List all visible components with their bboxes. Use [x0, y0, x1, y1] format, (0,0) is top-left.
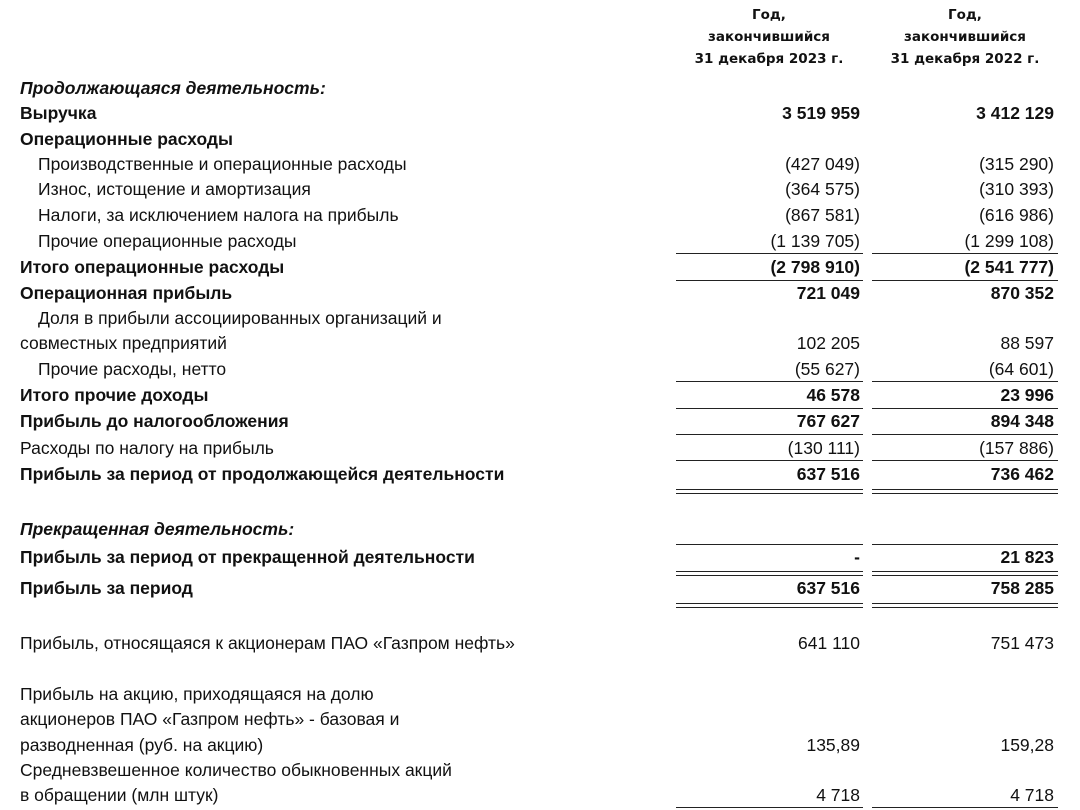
row-label: Прибыль за период от прекращенной деятельности [20, 547, 475, 567]
value-2022: 159,28 [1000, 735, 1054, 755]
row-label: Итого операционные расходы [20, 257, 285, 277]
row-label: Прибыль за период от продолжающейся деятельности [20, 464, 505, 484]
row-total-other [0, 382, 1080, 408]
value-2022: 870 352 [990, 283, 1054, 303]
value-2023: 721 049 [796, 283, 860, 303]
row-label: Прочие операционные расходы [38, 231, 297, 251]
row-label: разводненная (руб. на акцию) [20, 735, 264, 755]
row-label: Выручка [20, 103, 97, 123]
row-eps-line2 [0, 706, 1080, 732]
row-label: Прибыль, относящаяся к акционерам ПАО «Газпром нефть» [20, 633, 515, 653]
row-profit-attributable [0, 630, 1080, 656]
value-2022: (310 393) [979, 179, 1054, 199]
rule [676, 571, 863, 572]
row-label: акционеров ПАО «Газпром нефть» - базовая и [20, 709, 400, 729]
value-2023: (2 798 910) [770, 257, 860, 277]
header-line: 31 декабря 2022 г. [890, 51, 1040, 67]
value-2022: 3 412 129 [976, 103, 1054, 123]
double-rule [872, 489, 1058, 490]
value-2023: (867 581) [785, 205, 860, 225]
row-label: Прибыль за период [20, 578, 193, 598]
row-eps [0, 732, 1080, 758]
row-other-opex [0, 228, 1080, 254]
value-2023: 637 516 [796, 464, 860, 484]
double-rule [872, 493, 1058, 494]
rule [872, 807, 1058, 808]
row-taxes [0, 202, 1080, 228]
row-label: Налоги, за исключением налога на прибыль [38, 205, 399, 225]
value-2023: (130 111) [787, 438, 860, 458]
value-2022: (2 541 777) [964, 257, 1054, 277]
row-eps-line1 [0, 681, 1080, 707]
row-label: совместных предприятий [20, 333, 227, 353]
value-2022: 736 462 [990, 464, 1054, 484]
row-label: Доля в прибыли ассоциированных организаций и [38, 308, 442, 328]
value-2023: (364 575) [785, 179, 860, 199]
column-header-2022 [870, 4, 1060, 70]
value-2022: 4 718 [1010, 785, 1054, 805]
column-header-2023 [674, 4, 864, 70]
value-2022: 88 597 [1000, 333, 1054, 353]
value-2023: 3 519 959 [782, 103, 860, 123]
header-line: закончившийся [904, 29, 1026, 45]
section-heading-continuing [0, 75, 1080, 101]
row-dda [0, 176, 1080, 202]
row-profit-period [0, 575, 1080, 601]
value-2023: 46 578 [806, 385, 860, 405]
value-2022: 894 348 [990, 411, 1054, 431]
row-label: Прибыль на акцию, приходящаяся на долю [20, 684, 374, 704]
value-2023: - [854, 547, 860, 567]
row-operating-profit [0, 280, 1080, 306]
double-rule [676, 603, 863, 604]
row-shares [0, 782, 1080, 808]
row-label: Операционные расходы [20, 129, 233, 149]
row-opex-title [0, 126, 1080, 152]
section-heading-discontinued [0, 516, 1080, 542]
double-rule [872, 607, 1058, 608]
value-2022: (315 290) [979, 154, 1054, 174]
double-rule [676, 607, 863, 608]
row-associates [0, 330, 1080, 356]
double-rule [676, 493, 863, 494]
value-2022: (1 299 108) [964, 231, 1054, 251]
value-2022: 751 473 [990, 633, 1054, 653]
value-2023: (55 627) [794, 359, 860, 379]
row-revenue [0, 100, 1080, 126]
value-2023: (427 049) [785, 154, 860, 174]
row-shares-line1 [0, 757, 1080, 783]
row-label: Прочие расходы, нетто [38, 359, 227, 379]
value-2023: 135,89 [806, 735, 860, 755]
value-2023: (1 139 705) [770, 231, 860, 251]
row-label: Средневзвешенное количество обыкновенных акций [20, 760, 452, 780]
header-line: Год, [948, 7, 982, 23]
value-2022: (157 886) [979, 438, 1054, 458]
row-label: в обращении (млн штук) [20, 785, 219, 805]
row-income-tax [0, 435, 1080, 461]
value-2023: 637 516 [796, 578, 860, 598]
rule [872, 571, 1058, 572]
row-production-costs [0, 151, 1080, 177]
row-total-opex [0, 254, 1080, 280]
value-2022: (64 601) [988, 359, 1054, 379]
row-associates-line1 [0, 305, 1080, 331]
section-title: Продолжающаяся деятельность: [20, 78, 326, 98]
value-2022: (616 986) [979, 205, 1054, 225]
header-line: 31 декабря 2023 г. [694, 51, 844, 67]
row-other-net [0, 356, 1080, 382]
section-title: Прекращенная деятельность: [20, 519, 295, 539]
row-label: Итого прочие доходы [20, 385, 209, 405]
row-label: Расходы по налогу на прибыль [20, 438, 274, 458]
row-label: Прибыль до налогообложения [20, 411, 289, 431]
rule [676, 807, 863, 808]
value-2022: 21 823 [1000, 547, 1054, 567]
value-2023: 767 627 [796, 411, 860, 431]
value-2023: 102 205 [796, 333, 860, 353]
double-rule [676, 489, 863, 490]
value-2022: 23 996 [1000, 385, 1054, 405]
row-profit-before-tax [0, 408, 1080, 434]
row-label: Операционная прибыль [20, 283, 233, 303]
row-profit-continuing [0, 461, 1080, 487]
value-2023: 4 718 [816, 785, 860, 805]
value-2022: 758 285 [990, 578, 1054, 598]
header-line: Год, [752, 7, 786, 23]
header-line: закончившийся [708, 29, 830, 45]
value-2023: 641 110 [798, 633, 860, 653]
row-label: Производственные и операционные расходы [38, 154, 407, 174]
row-label: Износ, истощение и амортизация [38, 179, 311, 199]
row-profit-discontinued [0, 544, 1080, 570]
double-rule [872, 603, 1058, 604]
